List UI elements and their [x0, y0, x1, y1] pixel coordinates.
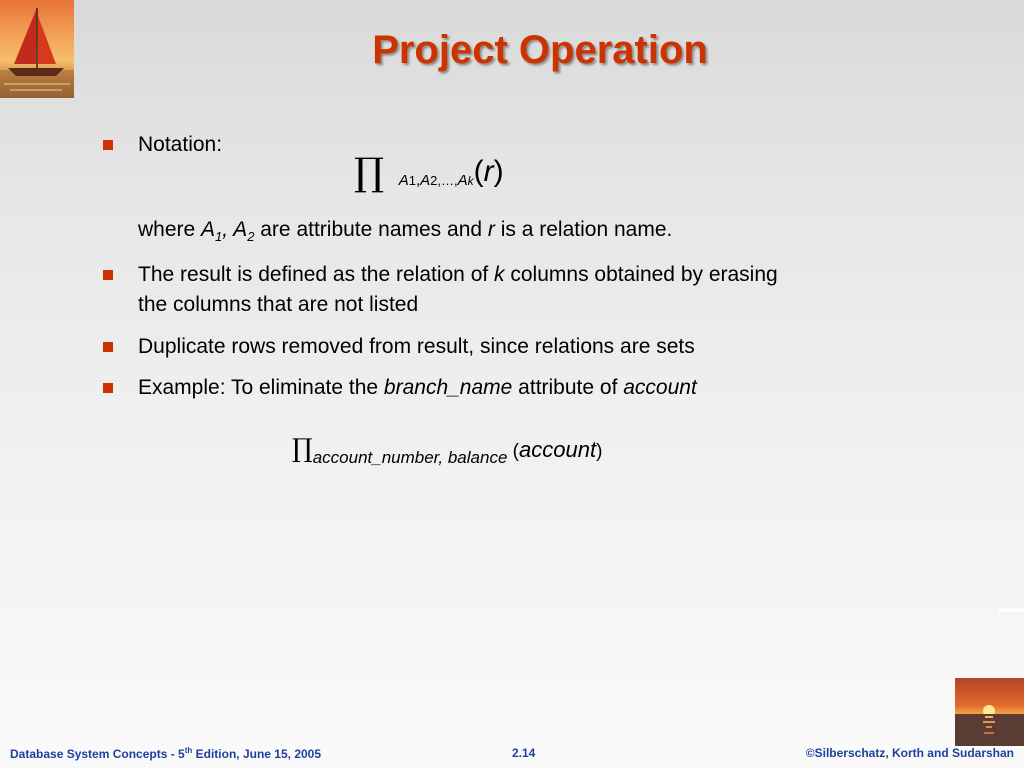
where-line	[138, 215, 672, 252]
projection-attrs: account_number, balance	[312, 448, 508, 467]
where-text: where	[138, 218, 202, 241]
example-formula	[292, 434, 603, 467]
pi-symbol: ∏	[354, 150, 385, 194]
footer-text: Database System Concepts - 5	[10, 747, 185, 761]
duplicate-rows-text: Duplicate rows removed from result, since relations are sets	[138, 335, 695, 358]
attr-a: A	[201, 218, 216, 241]
where-text: is a relation name.	[494, 218, 673, 241]
bullet-text: Example: To eliminate the	[138, 376, 384, 399]
formula-relation: r	[483, 155, 494, 188]
attr-name: branch_name	[383, 376, 513, 399]
attr-index: 2	[247, 229, 255, 245]
notation-label: Notation:	[138, 133, 223, 156]
bullet-text: columns obtained by erasing	[504, 263, 778, 286]
relation-name: account	[623, 376, 697, 399]
footer-page-number: 2.14	[512, 746, 536, 760]
bullet-marker	[103, 383, 113, 393]
footer-sup: th	[184, 746, 193, 755]
pi-symbol: ∏	[292, 434, 313, 464]
relation-var: r	[487, 218, 495, 241]
comma: ,	[222, 218, 234, 241]
subscript-index: k	[467, 174, 474, 188]
example-text	[138, 373, 697, 403]
result-definition	[138, 260, 778, 320]
subscript-comma: ,	[415, 172, 421, 189]
formula-paren: )	[493, 155, 504, 188]
subscript-ellipsis: ,…,	[437, 173, 458, 188]
sailboat-image	[0, 0, 74, 98]
footer-copyright: ©Silberschatz, Korth and Sudarshan	[805, 746, 1014, 760]
bullet-text: attribute of	[512, 376, 624, 399]
slide-title: Project Operation	[372, 28, 708, 72]
formula-paren: (	[507, 441, 520, 462]
k-var: k	[494, 263, 505, 286]
formula-relation: account	[519, 437, 597, 462]
subscript-attr: A	[420, 172, 431, 189]
footer-text: Edition, June 15, 2005	[192, 747, 322, 761]
subscript-attr: A	[457, 172, 468, 189]
formula-paren: )	[596, 441, 603, 462]
bullet-text: The result is defined as the relation of	[138, 263, 495, 286]
sunset-image	[955, 678, 1024, 746]
subscript-index: 1	[408, 173, 416, 188]
bullet-text: the columns that are not listed	[138, 293, 419, 316]
bullet-marker	[103, 270, 113, 280]
attr-index: 1	[215, 229, 223, 245]
footer-book-title	[10, 746, 321, 761]
notation-formula	[354, 152, 504, 192]
bullet-marker	[103, 140, 113, 150]
subscript-index: 2	[430, 173, 438, 188]
formula-paren: (	[473, 155, 484, 188]
subscript-attr: A	[398, 172, 409, 189]
decorative-streak	[998, 608, 1024, 612]
attr-a: A	[233, 218, 248, 241]
bullet-marker	[103, 342, 113, 352]
where-text: are attribute names and	[254, 218, 488, 241]
